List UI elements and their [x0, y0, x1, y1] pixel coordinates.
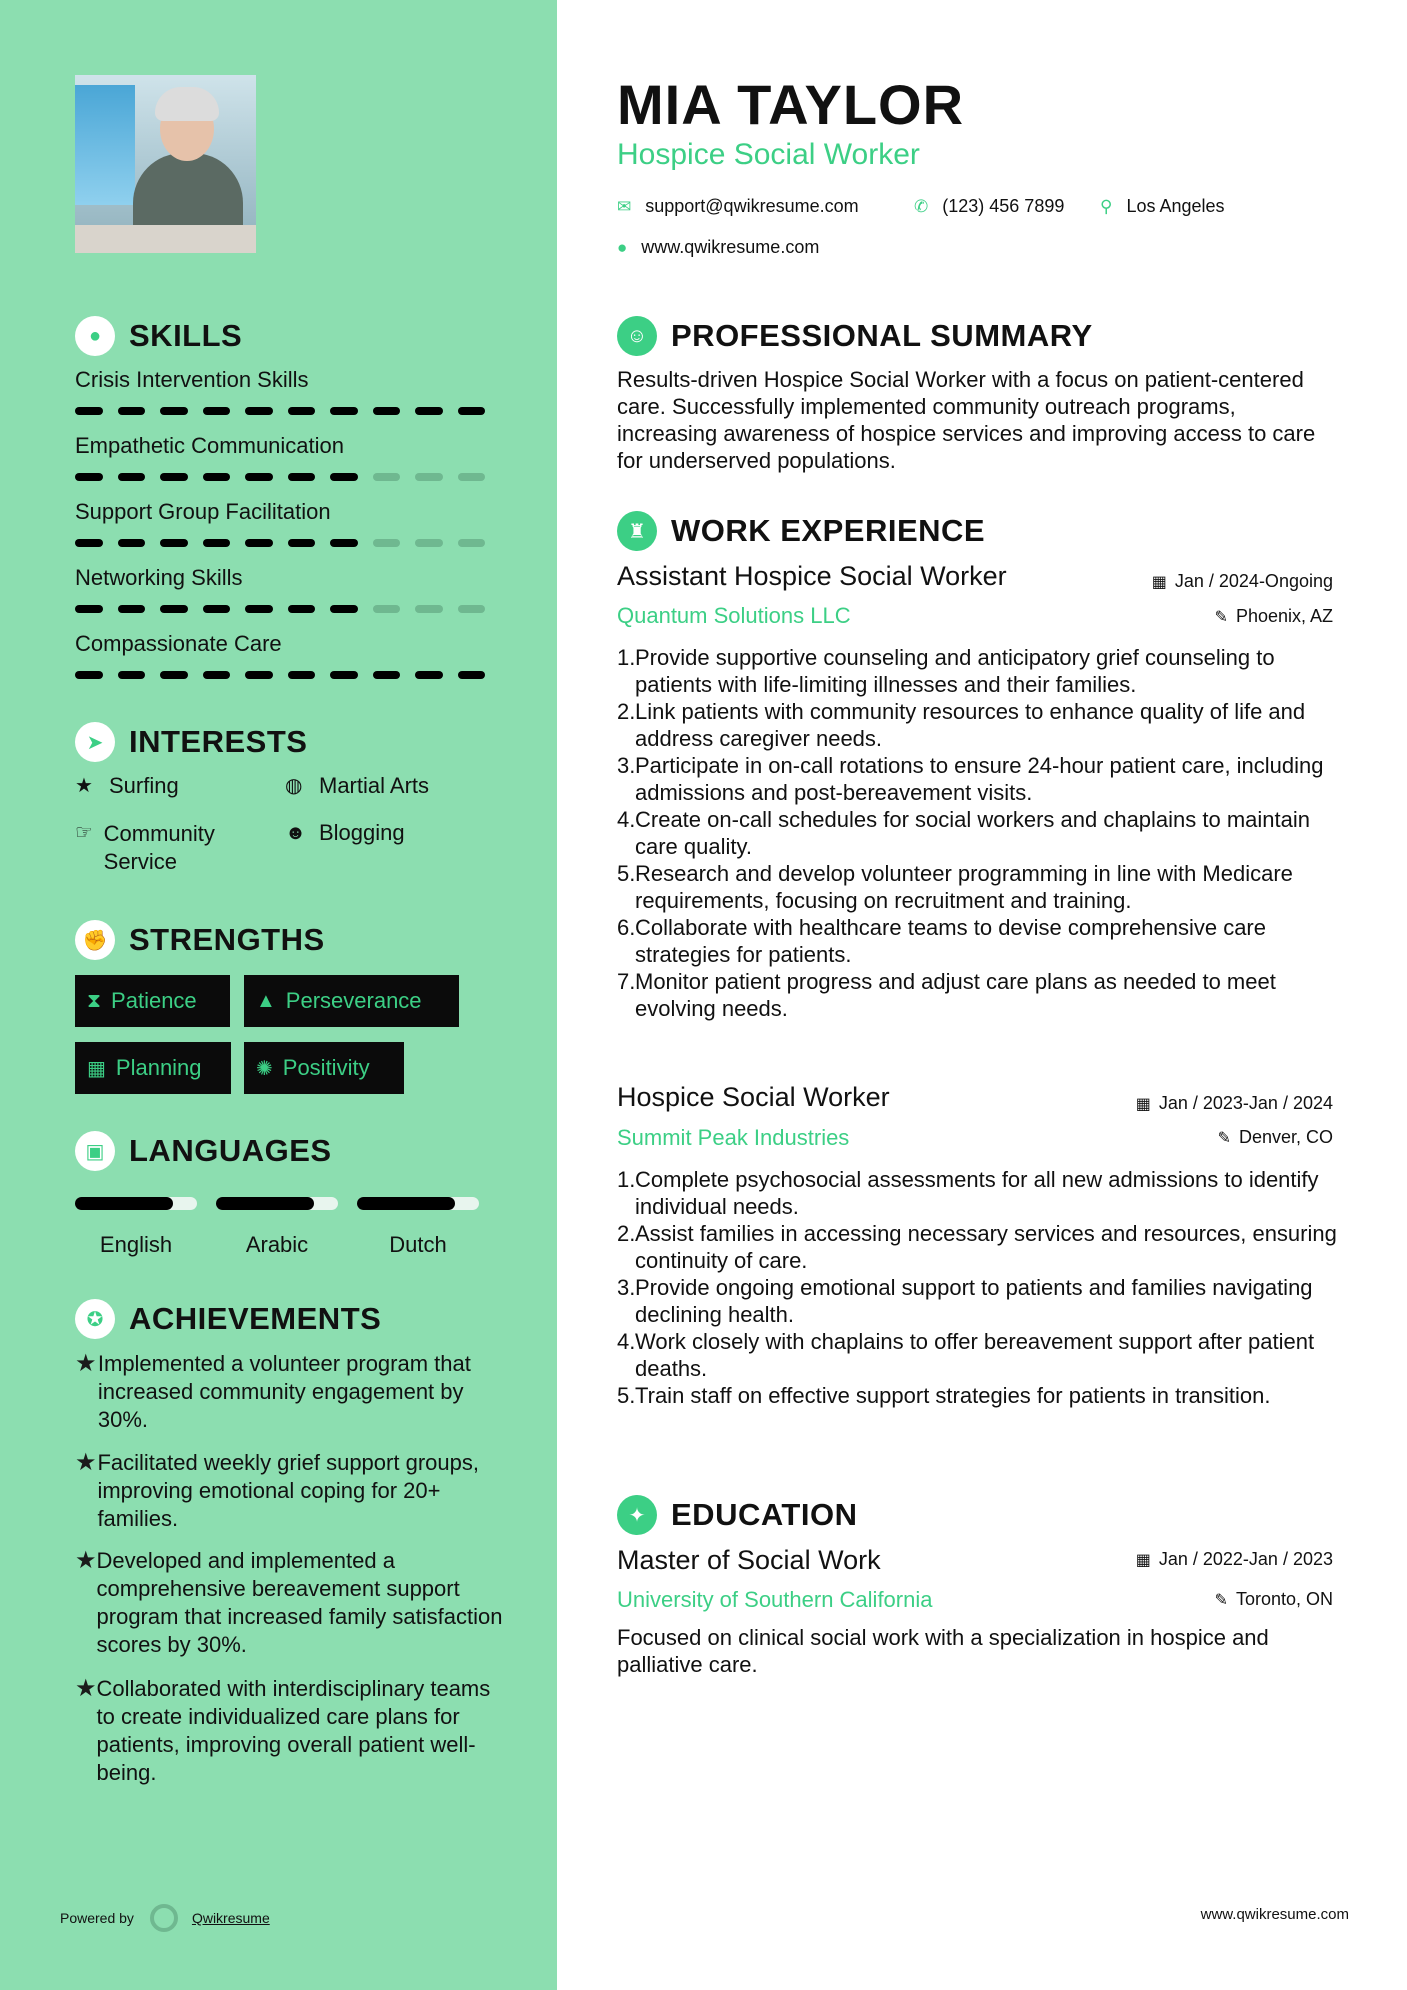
calendar-icon: ▦: [1135, 1551, 1151, 1569]
duty-text: Work closely with chaplains to offer bereavement support after patient deaths.: [635, 1329, 1315, 1381]
envelope-icon: ✉: [617, 196, 632, 216]
job-dates: ▦ Jan / 2024-Ongoing: [1151, 571, 1333, 591]
duty-number: 3.: [617, 1275, 636, 1300]
skill-dash: [203, 473, 231, 481]
language-item: Dutch: [357, 1197, 479, 1258]
skill-dash: [458, 407, 486, 415]
skill-dash: [373, 407, 401, 415]
contact-website[interactable]: ● www.qwikresume.com: [617, 237, 820, 257]
job-location: ✎ Denver, CO: [1217, 1127, 1333, 1147]
skill-dash: [160, 605, 188, 613]
achievement-item: ★ Collaborated with interdisciplinary teams to create individualized care plans for patients, improving overall patient well-being.: [75, 1675, 491, 1785]
skill-dash: [288, 473, 316, 481]
strengths-heading: ✊ STRENGTHS: [75, 920, 325, 960]
map-pin-icon: ⚲: [1100, 196, 1113, 216]
hand-icon: ☞: [75, 822, 93, 844]
duty-item: [617, 1166, 1337, 1220]
interest-item: ☻ Blogging: [285, 820, 405, 845]
contact-email[interactable]: ✉ support@qwikresume.com: [617, 196, 859, 216]
candidate-name: MIA TAYLOR: [617, 73, 965, 136]
duty-item: [617, 698, 1337, 752]
calendar-icon: ▦: [87, 1057, 106, 1080]
duty-item: [617, 1328, 1337, 1382]
education-heading: ✦ EDUCATION: [617, 1495, 857, 1535]
skill-item: Empathetic Communication: [75, 433, 500, 481]
duty-number: 2.: [617, 699, 636, 724]
road-icon: ▲: [256, 989, 276, 1012]
job-company: Summit Peak Industries: [617, 1125, 850, 1150]
powered-by: Powered by Qwikresume: [60, 1904, 270, 1932]
language-bar: [216, 1197, 338, 1210]
skill-dash: [118, 539, 146, 547]
strength-chip: ▲ Perseverance: [244, 975, 459, 1027]
footer-url[interactable]: www.qwikresume.com: [1200, 1906, 1349, 1923]
pin-icon: ✎: [1217, 1129, 1231, 1147]
duty-item: [617, 806, 1337, 860]
language-bar-fill: [216, 1197, 314, 1210]
sun-icon: ✺: [256, 1057, 273, 1080]
duty-item: [617, 968, 1337, 1022]
skill-dash: [330, 539, 358, 547]
skill-dash: [288, 671, 316, 679]
duty-text: Monitor patient progress and adjust care plans as needed to meet evolving needs.: [635, 969, 1276, 1021]
hourglass-icon: ⧗: [87, 989, 102, 1012]
job-dates: ▦ Jan / 2023-Jan / 2024: [1135, 1093, 1333, 1113]
user-icon: ☺: [617, 316, 657, 356]
skill-dash: [160, 407, 188, 415]
job-company: Quantum Solutions LLC: [617, 603, 851, 628]
paper-plane-icon: ➤: [75, 722, 115, 762]
language-bar: [75, 1197, 197, 1210]
duty-item: [617, 1382, 1337, 1409]
skill-item: Networking Skills: [75, 565, 500, 613]
contact-location: ⚲ Los Angeles: [1100, 196, 1225, 216]
language-item: English: [75, 1197, 197, 1258]
chair-icon: ♜: [617, 511, 657, 551]
strength-chip: ⧗ Patience: [75, 975, 230, 1027]
skill-dash: [330, 473, 358, 481]
skill-dash: [245, 539, 273, 547]
star-burst-icon: ★: [75, 1675, 97, 1702]
skill-dash: [415, 605, 443, 613]
skill-dash: [330, 605, 358, 613]
skill-dash: [203, 671, 231, 679]
language-bar-fill: [75, 1197, 173, 1210]
skill-item: Compassionate Care: [75, 631, 500, 679]
job-duties: [617, 1166, 1337, 1409]
language-bar: [357, 1197, 479, 1210]
languages-heading: ▣ LANGUAGES: [75, 1131, 332, 1171]
graduation-cap-icon: ✦: [617, 1495, 657, 1535]
achievement-item: ★ Facilitated weekly grief support groups, improving emotional coping for 20+ families.: [75, 1449, 479, 1531]
duty-text: Research and develop volunteer programming in line with Medicare requirements, focusing on recruitment and training.: [635, 861, 1293, 913]
skill-dash: [160, 671, 188, 679]
skill-dash: [458, 473, 486, 481]
skill-dash: [288, 605, 316, 613]
duty-item: [617, 644, 1337, 698]
skill-item: Crisis Intervention Skills: [75, 367, 500, 415]
experience-heading: ♜ WORK EXPERIENCE: [617, 511, 985, 551]
skill-dash: [75, 473, 103, 481]
brand-link[interactable]: Qwikresume: [191, 1910, 270, 1926]
skill-dash: [458, 605, 486, 613]
duty-text: Participate in on-call rotations to ensure 24-hour patient care, including admissions and post-bereavement visits.: [635, 753, 1324, 805]
skill-dash: [373, 605, 401, 613]
strength-chip: ▦ Planning: [75, 1042, 231, 1094]
star-burst-icon: ★: [75, 1350, 97, 1377]
achievement-item: ★ Developed and implemented a comprehensive bereavement support program that increased family satisfaction scores by 30%.: [75, 1547, 503, 1657]
phone-icon: ✆: [914, 196, 929, 216]
skill-dash: [118, 605, 146, 613]
interest-item: ☞ Community Service: [75, 821, 215, 874]
duty-number: 1.: [617, 645, 636, 670]
language-item: Arabic: [216, 1197, 338, 1258]
skill-dash: [330, 671, 358, 679]
duty-number: 1.: [617, 1167, 636, 1192]
skill-dash: [245, 473, 273, 481]
job-location: ✎ Phoenix, AZ: [1214, 606, 1333, 626]
skill-dash: [160, 539, 188, 547]
sidebar: [0, 0, 557, 1990]
job-duties: [617, 644, 1337, 1022]
skill-dash: [75, 671, 103, 679]
interest-item: ★ Surfing: [75, 773, 179, 798]
duty-number: 7.: [617, 969, 636, 994]
duty-text: Complete psychosocial assessments for all new admissions to identify individual needs.: [635, 1167, 1319, 1219]
education-school: University of Southern California: [617, 1587, 933, 1612]
skill-rating: [75, 407, 500, 415]
skill-dash: [75, 539, 103, 547]
pin-icon: ✎: [1214, 608, 1228, 626]
education-dates: ▦ Jan / 2022-Jan / 2023: [1135, 1549, 1333, 1569]
duty-number: 6.: [617, 915, 636, 940]
skill-dash: [415, 407, 443, 415]
skill-item: Support Group Facilitation: [75, 499, 500, 547]
job-title: Hospice Social Worker: [617, 1082, 890, 1112]
fist-icon: ✊: [75, 920, 115, 960]
duty-text: Provide ongoing emotional support to patients and families navigating declining health.: [635, 1275, 1313, 1327]
skills-title: SKILLS: [129, 318, 243, 353]
skill-dash: [75, 407, 103, 415]
skill-dash: [203, 539, 231, 547]
lightbulb-icon: ●: [75, 316, 115, 356]
interests-heading: ➤ INTERESTS: [75, 722, 307, 762]
duty-number: 2.: [617, 1221, 636, 1246]
skill-dash: [160, 473, 188, 481]
duty-item: [617, 752, 1337, 806]
skill-dash: [245, 671, 273, 679]
duty-text: Provide supportive counseling and anticipatory grief counseling to patients with life-limiting illnesses and their families.: [635, 645, 1275, 697]
duty-text: Train staff on effective support strategies for patients in transition.: [635, 1383, 1271, 1408]
skill-rating: [75, 539, 500, 547]
star-icon: ★: [75, 775, 93, 797]
qwikresume-logo-icon: [150, 1904, 178, 1932]
profile-photo: [75, 75, 256, 253]
duty-number: 4.: [617, 807, 636, 832]
language-bar-fill: [357, 1197, 455, 1210]
skill-dash: [415, 539, 443, 547]
skill-rating: [75, 671, 500, 679]
duty-item: [617, 1220, 1337, 1274]
calendar-icon: ▦: [1135, 1095, 1151, 1113]
globe-icon: ◍: [285, 775, 303, 797]
skill-rating: [75, 473, 500, 481]
summary-text: Results-driven Hospice Social Worker with a focus on patient-centered care. Successfully implemented community outreach programs, increasing awareness of hospice services and improving access to care for underserved populations.: [617, 367, 1316, 473]
skill-dash: [373, 473, 401, 481]
pin-icon: ✎: [1214, 1591, 1228, 1609]
strength-chip: ✺ Positivity: [244, 1042, 404, 1094]
users-icon: ☻: [285, 822, 307, 844]
candidate-role: Hospice Social Worker: [617, 138, 920, 171]
skill-dash: [458, 539, 486, 547]
duty-item: [617, 1274, 1337, 1328]
trophy-icon: ✪: [75, 1299, 115, 1339]
skill-dash: [415, 671, 443, 679]
duty-number: 4.: [617, 1329, 636, 1354]
duty-item: [617, 914, 1337, 968]
star-burst-icon: ★: [75, 1547, 97, 1574]
job-title: Assistant Hospice Social Worker: [617, 561, 1007, 591]
calendar-icon: ▦: [1151, 573, 1167, 591]
skill-dash: [75, 605, 103, 613]
summary-heading: ☺ PROFESSIONAL SUMMARY: [617, 316, 1093, 356]
skill-dash: [373, 539, 401, 547]
skill-dash: [415, 473, 443, 481]
skill-dash: [373, 671, 401, 679]
education-location: ✎ Toronto, ON: [1214, 1589, 1333, 1609]
skill-dash: [245, 407, 273, 415]
skill-dash: [118, 407, 146, 415]
skill-dash: [330, 407, 358, 415]
education-degree: Master of Social Work: [617, 1545, 881, 1575]
duty-text: Collaborate with healthcare teams to devise comprehensive care strategies for patients.: [635, 915, 1266, 967]
duty-number: 5.: [617, 861, 636, 886]
language-icon: ▣: [75, 1131, 115, 1171]
duty-number: 5.: [617, 1383, 636, 1408]
achievement-item: ★ Implemented a volunteer program that increased community engagement by 30%.: [75, 1350, 471, 1432]
skill-dash: [245, 605, 273, 613]
skill-dash: [203, 605, 231, 613]
contact-phone[interactable]: ✆ (123) 456 7899: [914, 196, 1065, 216]
skill-dash: [288, 539, 316, 547]
skill-dash: [288, 407, 316, 415]
skill-dash: [118, 473, 146, 481]
interest-item: ◍ Martial Arts: [285, 773, 430, 798]
achievements-heading: ✪ ACHIEVEMENTS: [75, 1299, 381, 1339]
globe-icon: ●: [617, 237, 628, 257]
duty-text: Link patients with community resources to enhance quality of life and address caregiver needs.: [635, 699, 1306, 751]
education-description: Focused on clinical social work with a specialization in hospice and palliative care.: [617, 1625, 1269, 1677]
skill-dash: [203, 407, 231, 415]
skill-dash: [118, 671, 146, 679]
duty-text: Create on-call schedules for social workers and chaplains to maintain care quality.: [635, 807, 1311, 859]
skill-dash: [458, 671, 486, 679]
duty-number: 3.: [617, 753, 636, 778]
star-burst-icon: ★: [75, 1449, 97, 1476]
skill-rating: [75, 605, 500, 613]
duty-item: [617, 860, 1337, 914]
duty-text: Assist families in accessing necessary services and resources, ensuring continuity of care.: [635, 1221, 1337, 1273]
skills-heading: [75, 316, 242, 356]
